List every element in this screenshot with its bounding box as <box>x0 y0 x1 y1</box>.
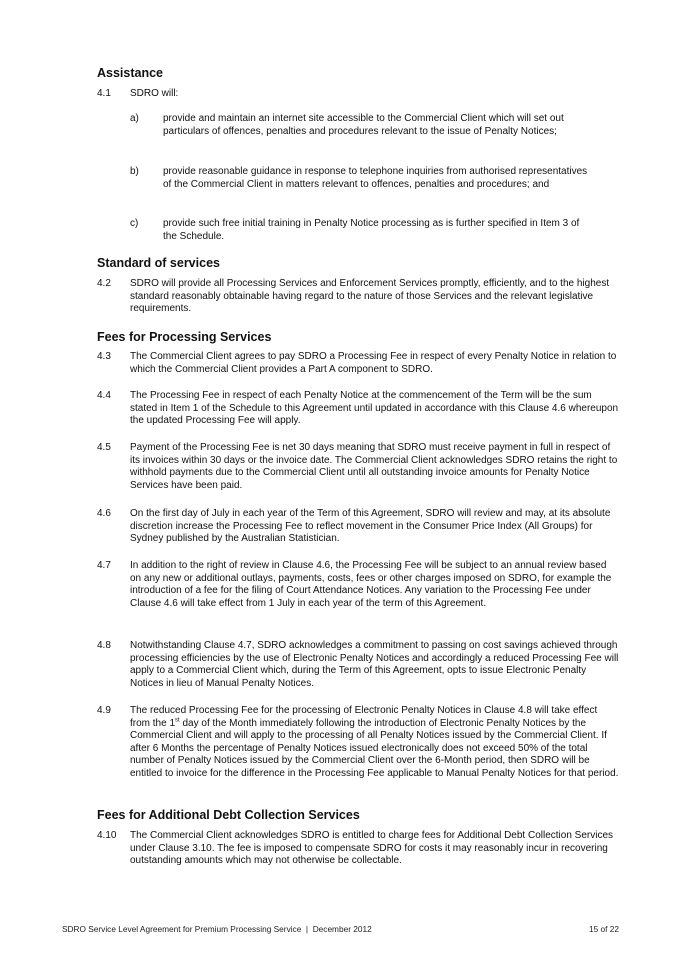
clause-text-4-9-part1: The reduced Processing Fee for the processing of Electronic Penalty Notices in Clause 4.8 will take effect from the 1 <box>130 705 598 729</box>
clause-number-4-7: 4.7 <box>97 560 111 571</box>
heading-fees-processing: Fees for Processing Services <box>97 330 272 344</box>
footer-document-title: SDRO Service Level Agreement for Premium Processing Service | December 2012 <box>62 924 372 934</box>
clause-text-4-9 <box>130 705 620 781</box>
heading-standard-of-services: Standard of services <box>97 256 220 270</box>
clause-text-4-8: Notwithstanding Clause 4.7, SDRO acknowledges a commitment to passing on cost savings achieved through processing efficiencies by the use of Electronic Penalty Notices and accordingly a reduced Processing Fee will apply to a Commercial Client which, during the Term of this Agreement, opts to issue Electronic Penalty Notices in lieu of Manual Penalty Notices. <box>130 640 619 689</box>
item-text-a: provide and maintain an internet site accessible to the Commercial Client which will set out particulars of offences, penalties and procedures relevant to the issue of Penalty Notices; <box>163 113 564 137</box>
clause-text-4-6: On the first day of July in each year of the Term of this Agreement, SDRO will review and may, at its absolute discretion increase the Processing Fee to reflect movement in the Consumer Price Index (All Groups) for Sydney published by the Australian Statistician. <box>130 508 611 545</box>
heading-fees-debt-collection: Fees for Additional Debt Collection Services <box>97 808 360 822</box>
clause-text-4-2: SDRO will provide all Processing Services and Enforcement Services promptly, efficiently, and to the highest standard reasonably obtainable having regard to the nature of those Services and the relevant legislative requirements. <box>130 278 610 315</box>
clause-number-4-1: 4.1 <box>97 88 111 99</box>
footer-page-number: 15 of 22 <box>589 924 619 934</box>
clause-text-4-1: SDRO will: <box>130 88 179 99</box>
clause-text-4-7: In addition to the right of review in Clause 4.6, the Processing Fee will be subject to an annual review based on any new or additional outlays, payments, costs, fees or other charges imposed on SDRO, for example the introduction of a fee for the filing of Court Attendance Notices. Any variation to the Processing Fee under Clause 4.6 will take effect from 1 July in each year of the term of this Agreement. <box>130 560 612 609</box>
clause-text-4-3: The Commercial Client agrees to pay SDRO a Processing Fee in respect of every Penalty Notice in relation to which the Commercial Client provides a Part A component to SDRO. <box>130 351 617 375</box>
clause-number-4-10: 4.10 <box>97 830 117 841</box>
ordinal-suffix: st <box>175 717 180 724</box>
clause-text-4-4: The Processing Fee in respect of each Penalty Notice at the commencement of the Term will be the sum stated in Item 1 of the Schedule to this Agreement until updated in accordance with this Clause 4.6 whereupon the updated Processing Fee will apply. <box>130 390 619 427</box>
clause-text-4-9-part2: day of the Month immediately following the introduction of Electronic Penalty Notices by the Commercial Client and will apply to the processing of all Penalty Notices issued by the Commercial Client. If after 6 Months the percentage of Penalty Notices issued electronically does not exceed 50% of the total number of Penalty Notices issued by the Commercial Client over the 6-Month period, then SDRO will be entitled to invoice for the difference in the Processing Fee applicable to Manual Penalty Notices for that period. <box>130 717 619 779</box>
clause-text-4-10: The Commercial Client acknowledges SDRO is entitled to charge fees for Additional Debt Collection Services under Clause 3.10. The fee is imposed to compensate SDRO for costs it may reasonably incur in recovering outstanding amounts which may not otherwise be collectable. <box>130 830 614 867</box>
clause-number-4-9: 4.9 <box>97 705 111 716</box>
item-text-c: provide such free initial training in Penalty Notice processing as is further specified in Item 3 of the Schedule. <box>163 218 580 242</box>
clause-number-4-3: 4.3 <box>97 351 111 362</box>
item-label-a: a) <box>130 113 139 124</box>
item-text-b: provide reasonable guidance in response to telephone inquiries from authorised representatives of the Commercial Client in matters relevant to offences, penalties and procedures; and <box>163 166 588 190</box>
heading-assistance: Assistance <box>97 66 164 80</box>
item-label-c: c) <box>130 218 139 229</box>
clause-number-4-8: 4.8 <box>97 640 111 651</box>
clause-number-4-6: 4.6 <box>97 508 111 519</box>
clause-number-4-4: 4.4 <box>97 390 111 401</box>
item-label-b: b) <box>130 166 139 177</box>
clause-number-4-5: 4.5 <box>97 442 111 453</box>
clause-number-4-2: 4.2 <box>97 278 111 289</box>
clause-text-4-5: Payment of the Processing Fee is net 30 days meaning that SDRO must receive payment in full in respect of its invoices within 30 days or the invoice date. The Commercial Client acknowledges SDRO retains the right to withhold payments due to the Commercial Client until all outstanding invoice amounts for Penalty Notice Services have been paid. <box>130 442 618 491</box>
